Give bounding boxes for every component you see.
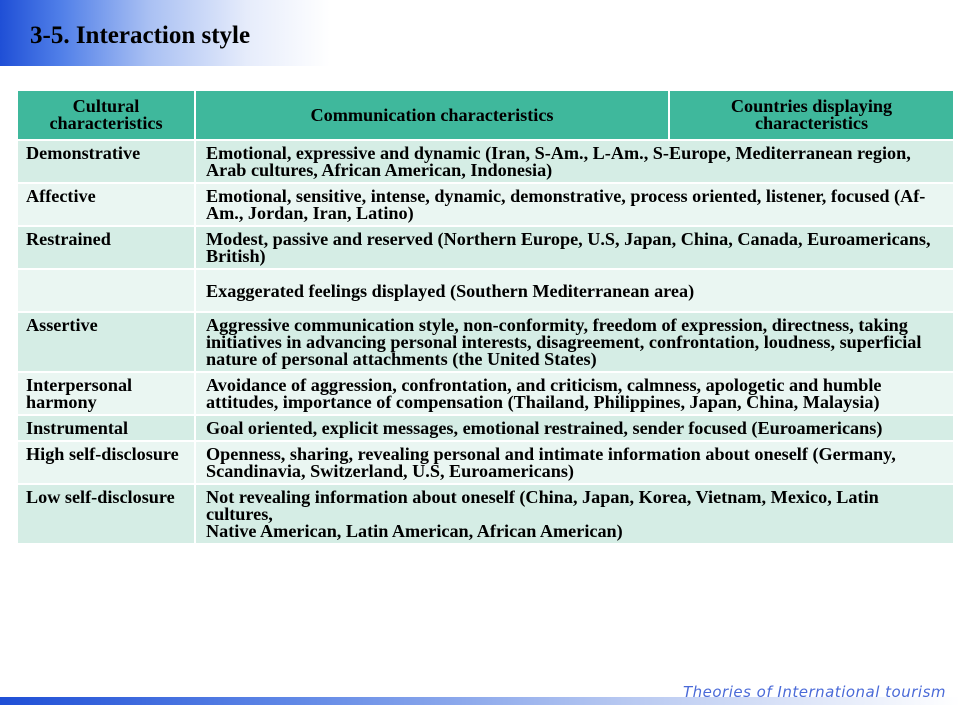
row-description: Not revealing information about oneself (China, Japan, Korea, Vietnam, Mexico, Latin cultures, Native American, Latin American, African American) xyxy=(195,484,954,544)
row-description: Exaggerated feelings displayed (Southern Mediterranean area) xyxy=(195,269,954,312)
row-label: Interpersonal harmony xyxy=(17,372,195,415)
footer-text: Theories of International tourism xyxy=(682,683,946,701)
table-row xyxy=(17,226,954,269)
table-row xyxy=(17,372,954,415)
row-label: Demonstrative xyxy=(17,140,195,183)
table-row xyxy=(17,140,954,183)
header-countries-displaying-characteristics: Countries displaying characteristics xyxy=(669,90,954,140)
table-row xyxy=(17,183,954,226)
table-row xyxy=(17,312,954,372)
interaction-style-table xyxy=(16,89,955,545)
table-row xyxy=(17,484,954,544)
row-description: Avoidance of aggression, confrontation, and criticism, calmness, apologetic and humble attitudes, importance of compensation (Thailand, Philippines, Japan, China, Malaysia) xyxy=(195,372,954,415)
row-label: Low self-disclosure xyxy=(17,484,195,544)
row-label: Instrumental xyxy=(17,415,195,441)
table-row xyxy=(17,415,954,441)
table-row xyxy=(17,269,954,312)
row-description: Openness, sharing, revealing personal and intimate information about oneself (Germany, Scandinavia, Switzerland, U.S, Euroamericans) xyxy=(195,441,954,484)
row-label xyxy=(17,269,195,312)
row-description: Goal oriented, explicit messages, emotional restrained, sender focused (Euroamericans) xyxy=(195,415,954,441)
row-description: Modest, passive and reserved (Northern Europe, U.S, Japan, China, Canada, Euroamericans, British) xyxy=(195,226,954,269)
row-label: High self-disclosure xyxy=(17,441,195,484)
header-communication-characteristics: Communication characteristics xyxy=(195,90,669,140)
row-description: Emotional, sensitive, intense, dynamic, demonstrative, process oriented, listener, focused (Af-Am., Jordan, Iran, Latino) xyxy=(195,183,954,226)
slide-title: 3-5. Interaction style xyxy=(30,22,251,49)
table-header-row xyxy=(17,90,954,140)
row-label: Restrained xyxy=(17,226,195,269)
row-label: Assertive xyxy=(17,312,195,372)
row-description: Emotional, expressive and dynamic (Iran, S-Am., L-Am., S-Europe, Mediterranean region, Arab cultures, African American, Indonesia) xyxy=(195,140,954,183)
table-row xyxy=(17,441,954,484)
header-cultural-characteristics: Cultural characteristics xyxy=(17,90,195,140)
row-description: Aggressive communication style, non-conformity, freedom of expression, directness, taking initiatives in advancing personal interests, disagreement, confrontation, loudness, superficial nature of personal attachments (the United States) xyxy=(195,312,954,372)
row-label: Affective xyxy=(17,183,195,226)
